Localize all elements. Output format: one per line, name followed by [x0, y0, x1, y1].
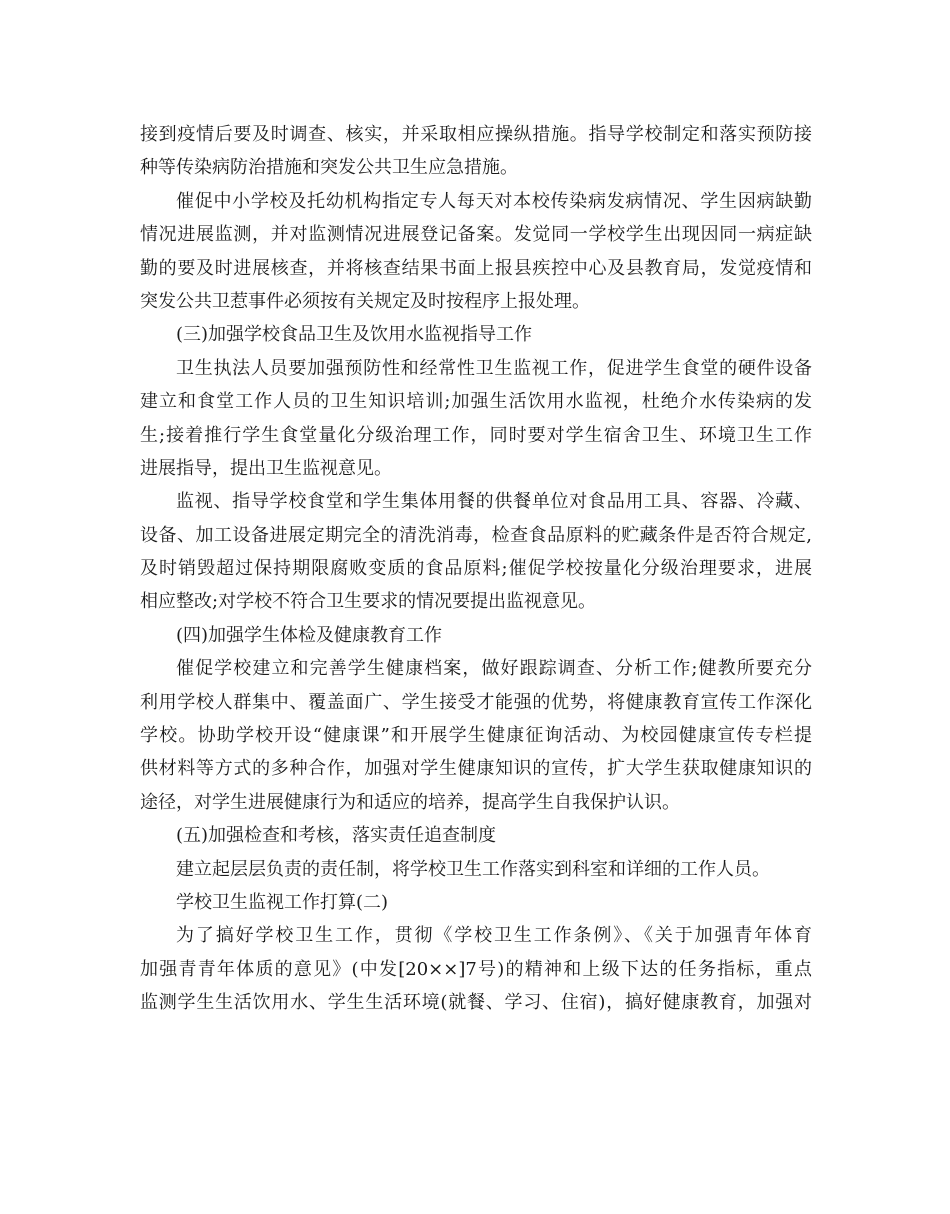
text-line: (五)加强检查和考核，落实责任追查制度 [176, 825, 497, 847]
text-line: 催促学校建立和完善学生健康档案，做好跟踪调查、分析工作;健教所要充分 [176, 658, 812, 680]
text-line: 学校卫生监视工作打算(二) [176, 891, 389, 913]
text-line: 进展指导，提出卫生监视意见。 [140, 457, 392, 479]
text-line: 途径，对学生进展健康行为和适应的培养，提高学生自我保护认识。 [140, 791, 680, 813]
text-line: 设备、加工设备进展定期完全的清洗消毒，检查食品原料的贮藏条件是否符合规定, [140, 524, 812, 546]
text-line: (三)加强学校食品卫生及饮用水监视指导工作 [176, 324, 533, 346]
text-line: 卫生执法人员要加强预防性和经常性卫生监视工作，促进学生食堂的硬件设备 [176, 357, 812, 379]
text-line: 及时销毁超过保持期限腐败变质的食品原料;催促学校按量化分级治理要求，进展 [140, 558, 812, 580]
text-line: 生;接着推行学生食堂量化分级治理工作，同时要对学生宿舍卫生、环境卫生工作 [140, 424, 812, 446]
text-line: 为了搞好学校卫生工作，贯彻《学校卫生工作条例》、《关于加强青年体育 [176, 925, 812, 947]
text-line: 加强青青年体质的意见》(中发[20××]7号)的精神和上级下达的任务指标，重点 [140, 958, 812, 980]
text-line: 突发公共卫惹事件必须按有关规定及时按程序上报处理。 [140, 290, 590, 312]
text-line: 学校。协助学校开设“健康课”和开展学生健康征询活动、为校园健康宣传专栏提 [140, 725, 812, 747]
text-line: 种等传染病防治措施和突发公共卫生应急措施。 [140, 157, 518, 179]
text-line: 接到疫情后要及时调查、核实，并采取相应操纵措施。指导学校制定和落实预防接 [140, 124, 812, 145]
text-line: 催促中小学校及托幼机构指定专人每天对本校传染病发病情况、学生因病缺勤 [176, 190, 812, 212]
text-line: 建立和食堂工作人员的卫生知识培训;加强生活饮用水监视，杜绝介水传染病的发 [140, 391, 812, 413]
text-line: 供材料等方式的多种合作，加强对学生健康知识的宣传，扩大学生获取健康知识的 [140, 758, 812, 780]
text-line: (四)加强学生体检及健康教育工作 [176, 624, 443, 646]
document-body [140, 118, 812, 1020]
text-line: 相应整改;对学校不符合卫生要求的情况要提出监视意见。 [140, 591, 597, 613]
text-line: 建立起层层负责的责任制，将学校卫生工作落实到科室和详细的工作人员。 [176, 858, 770, 880]
text-line: 监视、指导学校食堂和学生集体用餐的供餐单位对食品用工具、容器、冷藏、 [176, 491, 812, 513]
text-line: 情况进展监测，并对监测情况进展登记备案。发觉同一学校学生出现因同一病症缺 [140, 224, 812, 246]
text-line: 勤的要及时进展核查，并将核查结果书面上报县疾控中心及县教育局，发觉疫情和 [140, 257, 812, 279]
text-line: 监测学生生活饮用水、学生生活环境(就餐、学习、住宿)，搞好健康教育，加强对 [140, 992, 812, 1014]
text-line: 利用学校人群集中、覆盖面广、学生接受才能强的优势，将健康教育宣传工作深化 [140, 691, 812, 713]
